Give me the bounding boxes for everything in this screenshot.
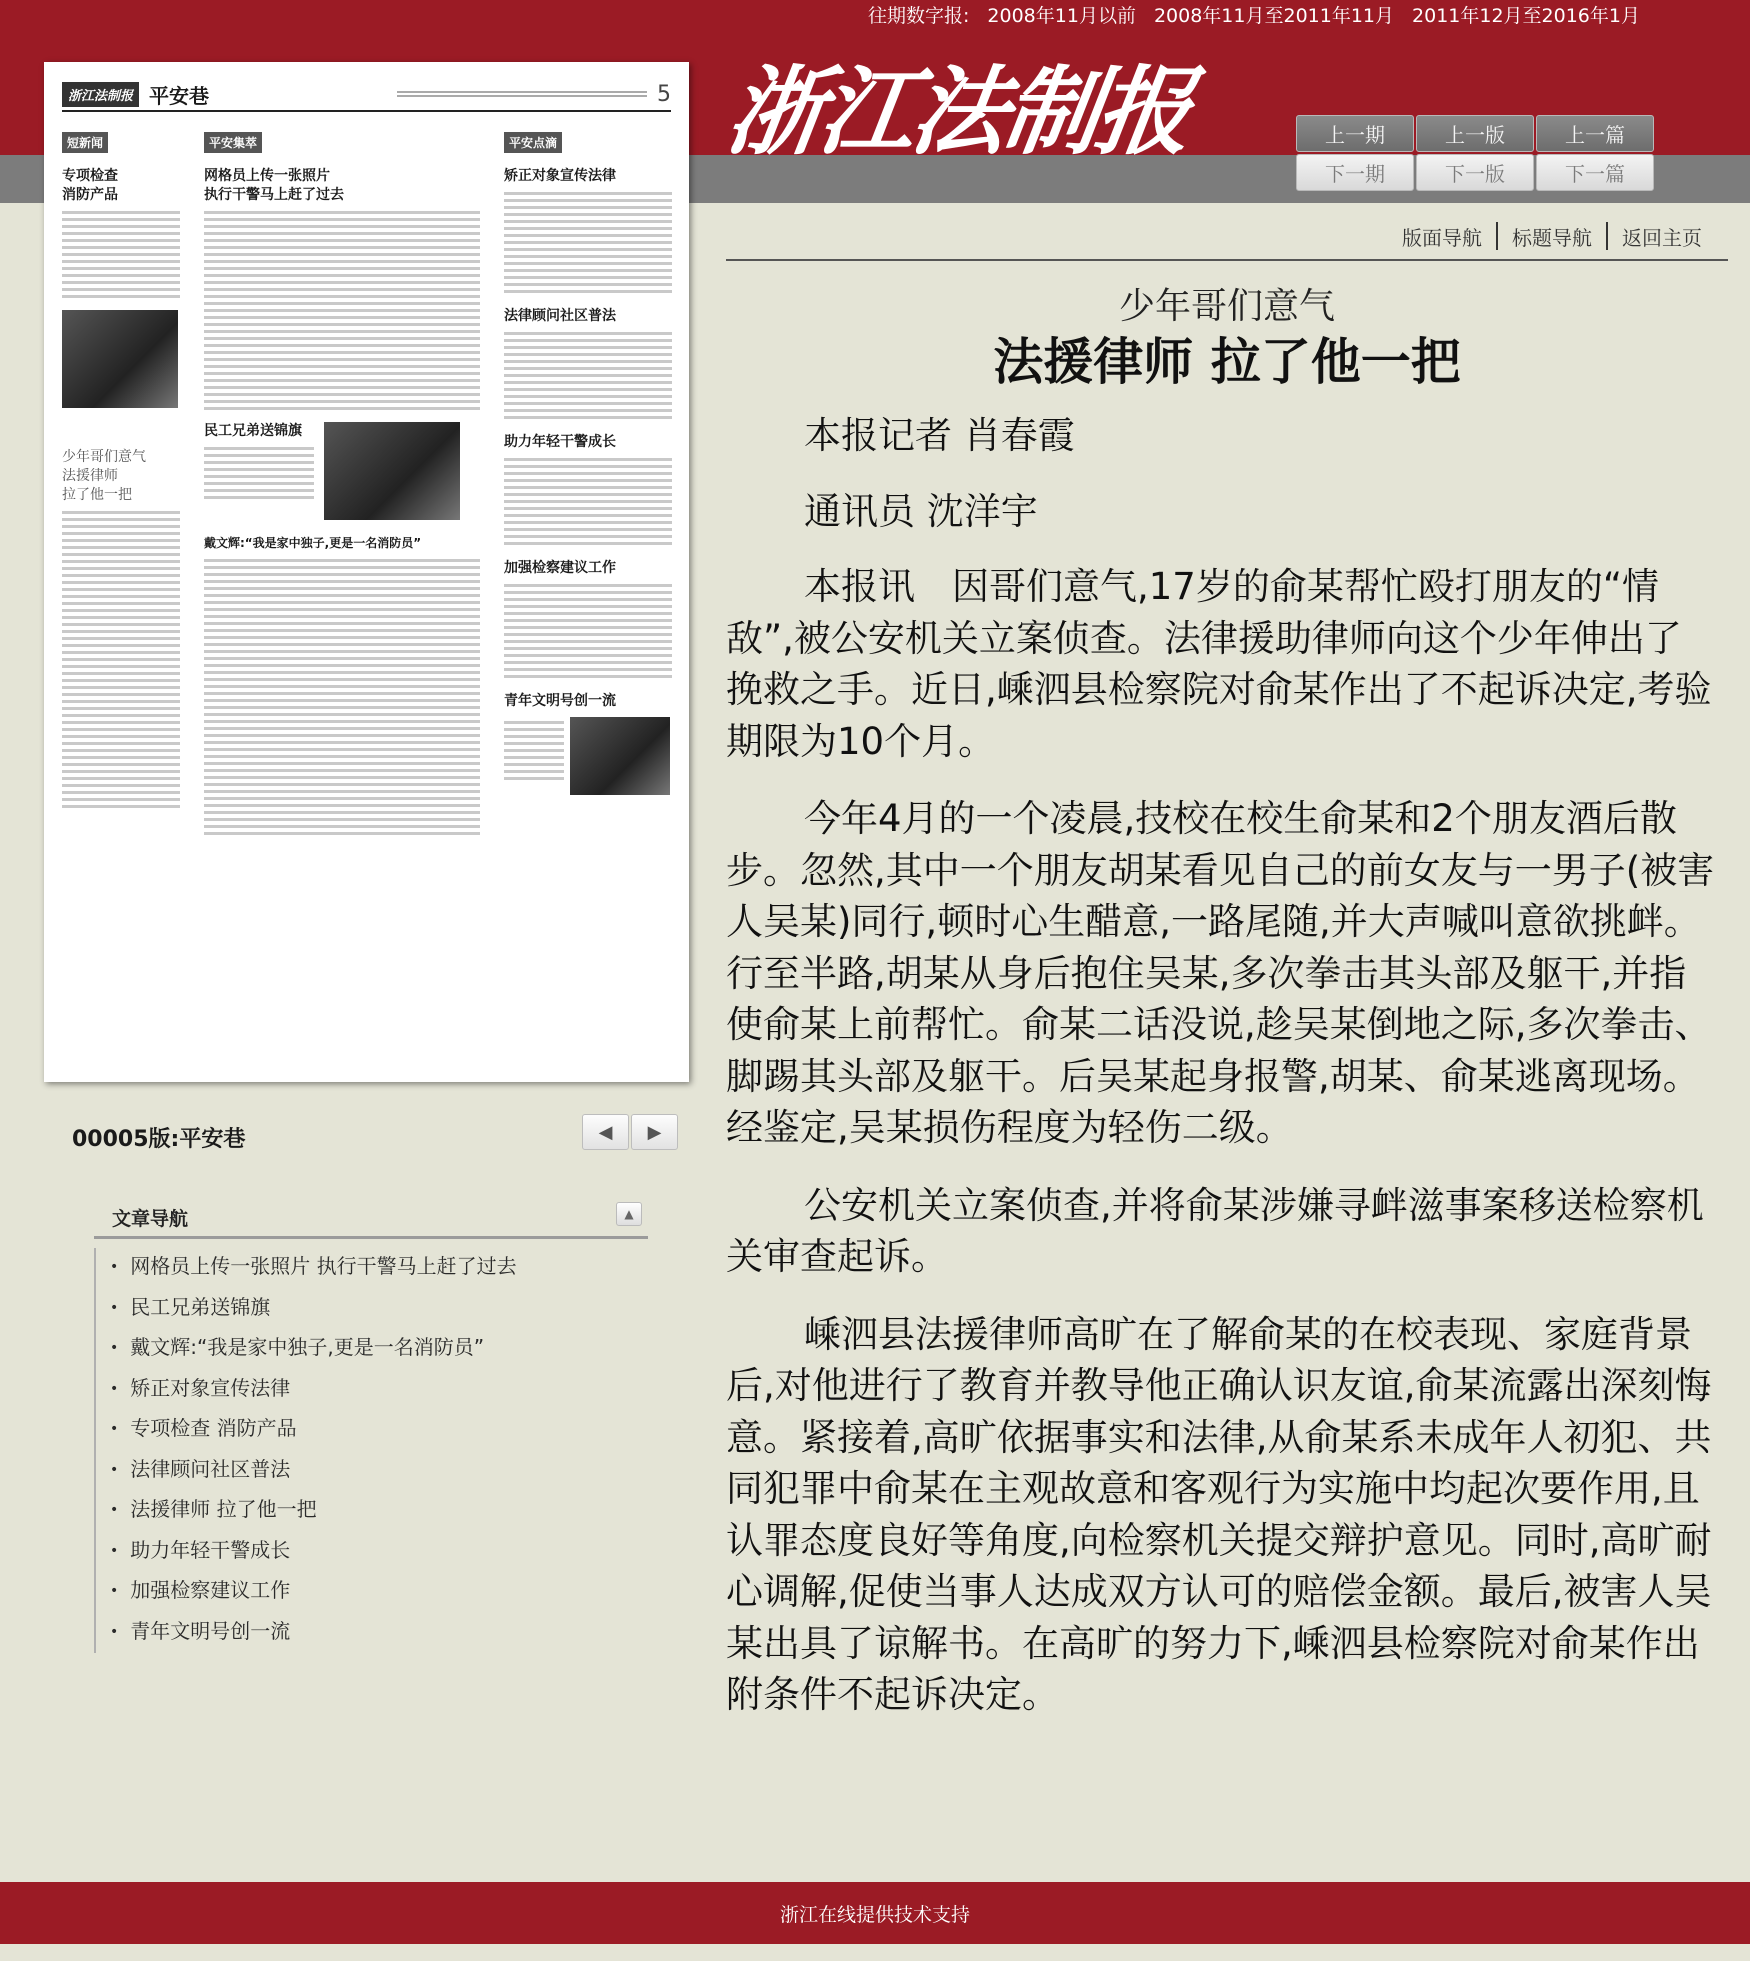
nav-separator [1496, 222, 1498, 250]
thumbnail-article-title: 民工兄弟送锦旗 [204, 423, 302, 439]
toc-item[interactable]: • 民工兄弟送锦旗 [110, 1289, 648, 1330]
home-link[interactable]: 返回主页 [1622, 225, 1702, 250]
article-paragraph: 嵊泗县法援律师高旷在了解俞某的在校表现、家庭背景后,对他进行了教育并教导他正确认识友谊,俞某流露出深刻悔意。紧接着,高旷依据事实和法律,从俞某系未成年人初犯、共同犯罪中俞某在主观故意和客观行为实施中均起次要作用,且认罪态度良好等角度,向检察机关提交辩护意见。同时,高旷耐心调解,促使当事人达成双方认可的赔偿金额。最后,被害人吴某出具了谅解书。在高旷的努力下,嵊泗县检察院对俞某作出附条件不起诉决定。 [726, 1312, 1712, 1716]
archive-link-2008-2011[interactable]: 2008年11月至2011年11月 [1153, 5, 1395, 27]
toc-item[interactable]: • 法援律师 拉了他一把 [110, 1491, 648, 1532]
thumbnail-masthead [62, 78, 671, 112]
thumbnail-text-lines [204, 211, 480, 410]
thumbnail-tag: 短新闻 [62, 132, 108, 153]
thumbnail-text-lines [204, 447, 314, 499]
thumbnail-meta-lines [397, 89, 647, 99]
page-pager [582, 1114, 678, 1150]
thumbnail-page-number: 5 [657, 81, 671, 107]
footer-credit: 浙江在线提供技术支持 [779, 1903, 970, 1926]
toc-list [94, 1248, 648, 1653]
thumbnail-logo: 浙江法制报 [62, 82, 139, 107]
thumbnail-text-lines [504, 584, 672, 678]
page-thumbnail[interactable] [44, 62, 689, 1082]
thumbnail-text-lines [504, 458, 672, 545]
toc-item[interactable]: • 青年文明号创一流 [110, 1613, 648, 1654]
thumbnail-text-lines [62, 211, 180, 298]
thumbnail-article-title: 青年文明号创一流 [504, 693, 616, 709]
toc-item[interactable]: • 加强检察建议工作 [110, 1572, 648, 1613]
archive-link-pre-2008[interactable]: 2008年11月以前 [987, 5, 1136, 27]
thumbnail-article-title: 专项检查 消防产品 [62, 168, 118, 203]
toc-divider [94, 1236, 648, 1239]
thumbnail-photo [324, 422, 460, 520]
thumbnail-photo [62, 310, 178, 408]
toc-item[interactable]: • 矫正对象宣传法律 [110, 1370, 648, 1411]
thumbnail-tag: 平安点滴 [504, 132, 562, 153]
thumbnail-column-3 [504, 132, 672, 795]
prev-page-arrow-icon[interactable]: ◀ [582, 1114, 629, 1150]
sub-navigation [1402, 220, 1702, 252]
thumbnail-text-lines [504, 717, 564, 795]
prev-article-button[interactable]: 上一篇 [1536, 115, 1654, 152]
article-paragraph: 公安机关立案侦查,并将俞某涉嫌寻衅滋事案移送检察机关审查起诉。 [726, 1183, 1704, 1278]
archive-links [868, 2, 1640, 30]
toc-collapse-icon[interactable]: ▲ [616, 1202, 642, 1226]
next-issue-button[interactable]: 下一期 [1296, 154, 1414, 191]
thumbnail-article-title: 少年哥们意气 法援律师 拉了他一把 [62, 449, 146, 503]
issue-navigation [1296, 115, 1654, 191]
thumbnail-column-2 [204, 132, 480, 839]
thumbnail-article-title: 矫正对象宣传法律 [504, 168, 616, 184]
toc-item[interactable]: • 网格员上传一张照片 执行干警马上赶了过去 [110, 1248, 648, 1289]
toc-title: 文章导航 [112, 1208, 189, 1230]
prev-issue-button[interactable]: 上一期 [1296, 115, 1414, 152]
archive-label: 往期数字报: [868, 5, 970, 27]
thumbnail-text-lines [504, 192, 672, 293]
article-body [726, 410, 1716, 1747]
title-nav-link[interactable]: 标题导航 [1512, 225, 1592, 250]
article-divider [726, 259, 1728, 261]
thumbnail-article-title: 法律顾问社区普法 [504, 308, 616, 324]
toc-item[interactable]: • 戴文辉:“我是家中独子,更是一名消防员” [110, 1329, 648, 1370]
toc-item[interactable]: • 法律顾问社区普法 [110, 1451, 648, 1492]
archive-link-2011-2016[interactable]: 2011年12月至2016年1月 [1412, 5, 1640, 27]
nav-separator [1606, 222, 1608, 250]
thumbnail-tag: 平安集萃 [204, 132, 262, 153]
prev-page-button[interactable]: 上一版 [1416, 115, 1534, 152]
toc-item[interactable]: • 助力年轻干警成长 [110, 1532, 648, 1573]
footer [0, 1882, 1750, 1944]
toc-item[interactable]: • 专项检查 消防产品 [110, 1410, 648, 1451]
article-subhead: 少年哥们意气 [1118, 286, 1335, 327]
byline-correspondent: 通讯员 沈洋宇 [804, 489, 1038, 533]
thumbnail-article-title: 加强检察建议工作 [504, 560, 616, 576]
thumbnail-section: 平安巷 [149, 83, 210, 108]
thumbnail-column-1 [62, 132, 180, 812]
article-paragraph: 今年4月的一个凌晨,技校在校生俞某和2个朋友酒后散步。忽然,其中一个朋友胡某看见自己的前女友与一男子(被害人吴某)同行,顿时心生醋意,一路尾随,并大声喊叫意欲挑衅。行至半路,胡某从身后抱住吴某,多次拳击其头部及躯干,并指使俞某上前帮忙。俞某二话没说,趁吴某倒地之际,多次拳击、脚踢其头部及躯干。后吴某起身报警,胡某、俞某逃离现场。经鉴定,吴某损伤程度为轻伤二级。 [726, 797, 1715, 1149]
newspaper-logo: 浙江法制报 [720, 55, 1197, 168]
thumbnail-photo [570, 717, 670, 795]
next-article-button[interactable]: 下一篇 [1536, 154, 1654, 191]
next-page-button[interactable]: 下一版 [1416, 154, 1534, 191]
thumbnail-article-title: 戴文辉:“我是家中独子,更是一名消防员” [204, 536, 422, 550]
thumbnail-text-lines [204, 559, 480, 835]
article-headline: 法援律师 拉了他一把 [993, 333, 1461, 391]
page-nav-link[interactable]: 版面导航 [1402, 225, 1482, 250]
byline-reporter: 本报记者 肖春霞 [804, 414, 1075, 457]
thumbnail-article-title: 助力年轻干警成长 [504, 434, 616, 450]
thumbnail-article-title: 网格员上传一张照片 执行干警马上赶了过去 [204, 168, 344, 203]
article-paragraph: 本报讯 因哥们意气,17岁的俞某帮忙殴打朋友的“情敌”,被公安机关立案侦查。法律援助律师向这个少年伸出了挽救之手。近日,嵊泗县检察院对俞某作出了不起诉决定,考验期限为10个月。 [726, 565, 1712, 763]
page-label: 00005版:平安巷 [72, 1127, 246, 1152]
thumbnail-text-lines [504, 332, 672, 419]
thumbnail-text-lines [62, 511, 180, 808]
next-page-arrow-icon[interactable]: ▶ [631, 1114, 678, 1150]
